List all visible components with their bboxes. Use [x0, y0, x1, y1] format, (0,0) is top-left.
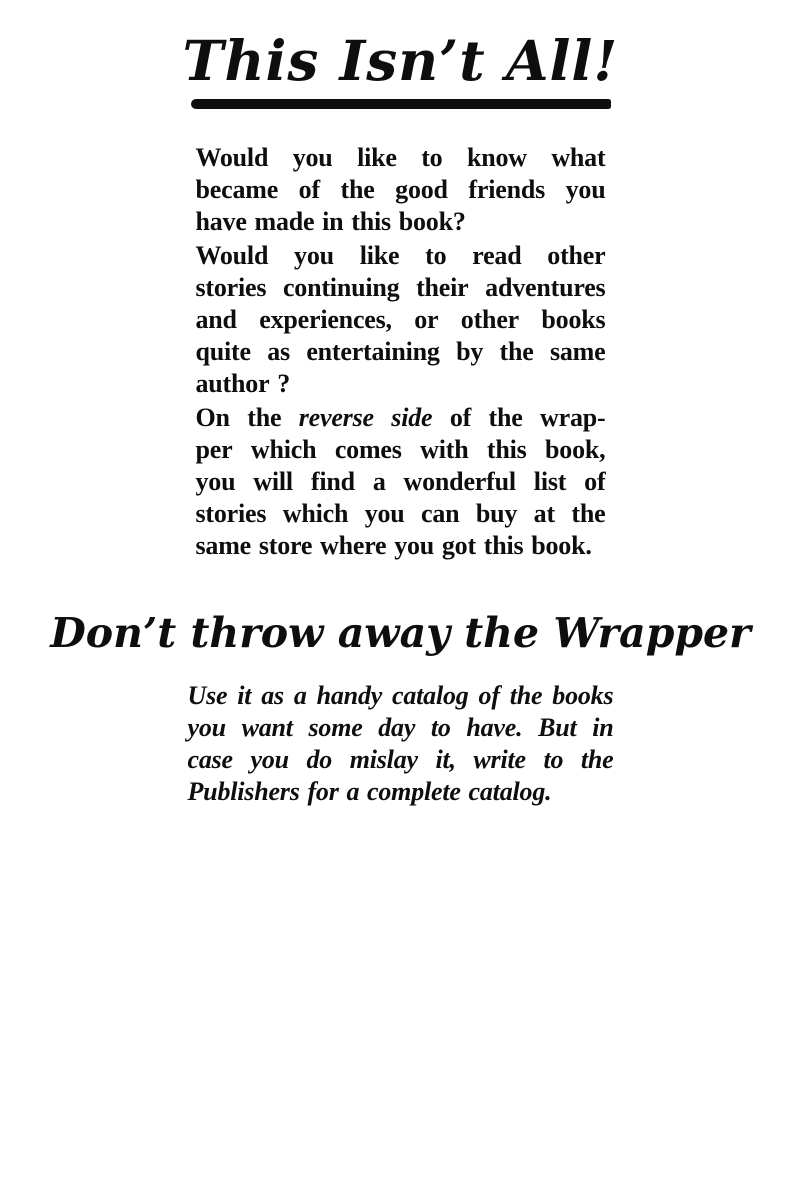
- paragraph: [196, 402, 606, 562]
- word: which: [282, 499, 349, 528]
- word: the: [488, 403, 523, 432]
- word: of: [478, 681, 500, 710]
- word: you: [364, 499, 405, 528]
- word: the: [340, 175, 375, 204]
- word: for: [307, 777, 339, 806]
- word: wonderful: [403, 467, 516, 496]
- word: of: [298, 175, 320, 204]
- word: Publishers: [187, 777, 300, 806]
- word: have.: [466, 713, 523, 742]
- word: per: [195, 435, 233, 464]
- word: this: [486, 435, 527, 464]
- word: this: [483, 531, 524, 560]
- word: ?: [277, 369, 291, 398]
- word: good: [395, 175, 448, 204]
- word: the: [509, 681, 543, 710]
- word: you: [292, 143, 333, 172]
- word: the: [499, 337, 534, 366]
- word: read: [472, 241, 522, 270]
- word: same: [195, 531, 252, 560]
- word: book,: [545, 435, 606, 464]
- word: what: [551, 143, 606, 172]
- word: you: [394, 531, 435, 560]
- word: other: [547, 241, 606, 270]
- word: it: [237, 681, 252, 710]
- word: you: [195, 467, 236, 496]
- word: store: [258, 531, 313, 560]
- text-line: [188, 776, 614, 808]
- word: you: [187, 713, 226, 742]
- word: book?: [398, 207, 466, 236]
- word: a: [293, 681, 307, 710]
- intro-paragraphs: [196, 142, 606, 562]
- word: which: [250, 435, 317, 464]
- text-line: [196, 402, 606, 434]
- word: catalog: [392, 681, 469, 710]
- page-content: [0, 30, 801, 808]
- text-line: [196, 530, 606, 562]
- word: like: [359, 241, 400, 270]
- word: with: [420, 435, 469, 464]
- word: case: [187, 745, 233, 774]
- word: a: [346, 777, 360, 806]
- word: Would: [195, 143, 269, 172]
- word: know: [466, 143, 527, 172]
- word: comes: [334, 435, 402, 464]
- word: you: [565, 175, 606, 204]
- word: where: [320, 531, 387, 560]
- word: as: [261, 681, 284, 710]
- word: do: [306, 745, 333, 774]
- word: to: [430, 713, 451, 742]
- word: mislay: [349, 745, 418, 774]
- text-line: [196, 466, 606, 498]
- page-title: This Isn’t All!: [182, 28, 619, 93]
- word: On: [195, 403, 230, 432]
- text-line: [196, 272, 606, 304]
- word: and: [195, 305, 237, 334]
- word: this: [351, 207, 391, 236]
- word: adventures: [485, 273, 606, 302]
- italic-word: reverse: [298, 403, 374, 432]
- word: quite: [195, 337, 251, 366]
- word: same: [549, 337, 606, 366]
- word: to: [543, 745, 564, 774]
- word: want: [241, 713, 293, 742]
- word: buy: [475, 499, 518, 528]
- word: the: [580, 745, 614, 774]
- word: stories: [195, 273, 267, 302]
- word: list: [533, 467, 567, 496]
- text-line: [196, 498, 606, 530]
- word: in: [322, 207, 344, 236]
- word: books: [541, 305, 606, 334]
- text-line: [196, 336, 606, 368]
- word: complete: [367, 777, 461, 806]
- word: other: [460, 305, 519, 334]
- text-line: [196, 304, 606, 336]
- word: author: [195, 369, 270, 398]
- wrapper-heading: Don’t throw away the Wrapper: [50, 609, 751, 657]
- word: at: [533, 499, 555, 528]
- word: some: [308, 713, 363, 742]
- word: got: [441, 531, 476, 560]
- word: have: [195, 207, 247, 236]
- text-line: [196, 240, 606, 272]
- paragraph: [196, 240, 606, 400]
- word: will: [253, 467, 293, 496]
- word: as: [267, 337, 290, 366]
- word: to: [425, 241, 447, 270]
- word: find: [310, 467, 355, 496]
- word: entertaining: [306, 337, 440, 366]
- text-line: [196, 434, 606, 466]
- text-line: [196, 174, 606, 206]
- word: continuing: [282, 273, 400, 302]
- title-rule: [191, 99, 611, 109]
- word: to: [421, 143, 443, 172]
- word: handy: [316, 681, 383, 710]
- word: you: [250, 745, 289, 774]
- word: of: [449, 403, 472, 432]
- word: became: [195, 175, 279, 204]
- word: can: [421, 499, 460, 528]
- word: write: [473, 745, 526, 774]
- text-line: [188, 712, 614, 744]
- word: Use: [187, 681, 228, 710]
- word: made: [254, 207, 315, 236]
- text-line: [196, 142, 606, 174]
- text-line: [196, 206, 606, 238]
- word: a: [372, 467, 386, 496]
- word: the: [247, 403, 282, 432]
- word: friends: [468, 175, 546, 204]
- word: day: [378, 713, 416, 742]
- word: experiences,: [259, 305, 392, 334]
- text-line: [196, 368, 606, 400]
- word: you: [294, 241, 334, 270]
- word: it,: [435, 745, 456, 774]
- word: stories: [195, 499, 267, 528]
- text-line: [188, 680, 614, 712]
- word: their: [416, 273, 469, 302]
- word: of: [584, 467, 606, 496]
- text-line: [188, 744, 614, 776]
- italic-word: side: [391, 403, 433, 432]
- word: catalog.: [468, 777, 552, 806]
- word: or: [414, 305, 439, 334]
- catalog-note: [188, 680, 614, 808]
- word: like: [357, 143, 397, 172]
- word: the: [571, 499, 606, 528]
- word: by: [456, 337, 484, 366]
- word: wrap-: [540, 403, 606, 432]
- word: book.: [531, 531, 592, 560]
- word: Would: [195, 241, 269, 270]
- paragraph: [196, 142, 606, 238]
- word: books: [552, 681, 614, 710]
- word: But: [538, 713, 577, 742]
- word: in: [592, 713, 614, 742]
